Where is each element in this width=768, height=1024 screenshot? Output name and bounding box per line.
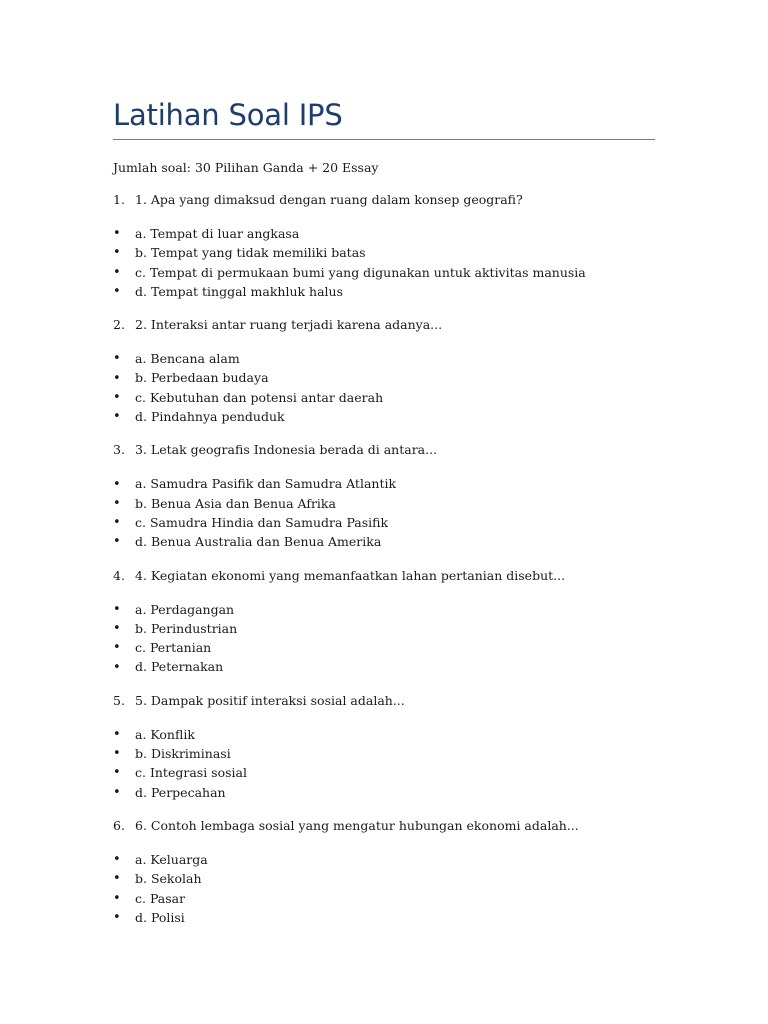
option-item [113, 474, 655, 493]
question-number: 5. [113, 692, 125, 708]
option-text: b. Perindustrian [135, 620, 238, 636]
bullet-icon: • [113, 871, 121, 887]
option-item [113, 657, 655, 676]
bullet-icon: • [113, 765, 121, 781]
question-text: 1. Apa yang dimaksud dengan ruang dalam konsep geografi? [135, 192, 523, 207]
question-1-options [113, 224, 655, 301]
question-count-info: Jumlah soal: 30 Pilihan Ganda + 20 Essay [113, 160, 379, 175]
option-text: c. Pertanian [135, 640, 212, 656]
option-item [113, 744, 655, 763]
bullet-icon: • [113, 659, 121, 675]
bullet-icon: • [113, 640, 121, 656]
option-item [113, 619, 655, 638]
option-text: b. Diskriminasi [135, 746, 231, 762]
option-text: d. Tempat tinggal makhluk halus [135, 283, 344, 299]
question-text: 2. Interaksi antar ruang terjadi karena adanya... [135, 317, 443, 333]
bullet-icon: • [113, 389, 121, 405]
option-text: a. Samudra Pasifik dan Samudra Atlantik [135, 476, 397, 492]
option-text: c. Samudra Hindia dan Samudra Pasifik [135, 514, 389, 530]
option-item [113, 725, 655, 744]
option-text: b. Tempat yang tidak memiliki batas [135, 245, 366, 261]
bullet-icon: • [113, 409, 121, 425]
question-1 [113, 192, 655, 208]
question-4-options [113, 600, 655, 677]
question-number: 6. [113, 817, 125, 833]
question-6 [113, 818, 655, 834]
bullet-icon: • [113, 621, 121, 636]
option-item [113, 513, 655, 532]
option-item [113, 783, 655, 802]
title-underline [113, 139, 655, 140]
bullet-icon: • [113, 515, 121, 531]
bullet-icon: • [113, 245, 121, 261]
option-text: a. Perdagangan [135, 601, 235, 617]
question-number: 4. [113, 567, 125, 583]
option-text: c. Pasar [135, 890, 186, 906]
option-item [113, 388, 655, 407]
question-5 [113, 693, 655, 709]
option-text: b. Perbedaan budaya [135, 370, 269, 386]
question-4 [113, 568, 655, 584]
option-text: c. Tempat di permukaan bumi yang digunakan untuk aktivitas manusia [135, 264, 586, 280]
option-item [113, 869, 655, 888]
bullet-icon: • [113, 476, 121, 492]
question-text: 6. Contoh lembaga sosial yang mengatur hubungan ekonomi adalah... [135, 817, 579, 833]
option-text: d. Pindahnya penduduk [135, 409, 285, 425]
option-item [113, 600, 655, 619]
question-5-options [113, 725, 655, 802]
option-text: d. Benua Australia dan Benua Amerika [135, 534, 382, 550]
question-number: 2. [113, 317, 125, 333]
option-item [113, 224, 655, 243]
option-item [113, 763, 655, 782]
option-text: a. Konflik [135, 726, 195, 742]
question-6-options [113, 850, 655, 927]
option-item [113, 282, 655, 301]
option-text: d. Polisi [135, 909, 185, 925]
option-item [113, 532, 655, 551]
question-text: 3. Letak geografis Indonesia berada di antara... [135, 442, 438, 458]
bullet-icon: • [113, 726, 121, 742]
option-text: a. Bencana alam [135, 351, 240, 367]
bullet-icon: • [113, 890, 121, 906]
option-item [113, 368, 655, 387]
option-item [113, 349, 655, 368]
option-item [113, 494, 655, 513]
bullet-icon: • [113, 264, 121, 280]
bullet-icon: • [113, 351, 121, 367]
bullet-icon: • [113, 495, 121, 511]
option-item [113, 908, 655, 927]
bullet-icon: • [113, 284, 121, 300]
option-text: c. Integrasi sosial [135, 765, 247, 781]
option-text: b. Sekolah [135, 871, 202, 887]
option-item [113, 889, 655, 908]
option-item [113, 638, 655, 657]
question-text: 5. Dampak positif interaksi sosial adalah... [135, 692, 405, 708]
option-item [113, 407, 655, 426]
bullet-icon: • [113, 534, 121, 550]
bullet-icon: • [113, 226, 121, 242]
question-2 [113, 317, 655, 333]
bullet-icon: • [113, 784, 121, 800]
question-text: 4. Kegiatan ekonomi yang memanfaatkan lahan pertanian disebut... [135, 567, 566, 583]
option-text: b. Benua Asia dan Benua Afrika [135, 495, 336, 511]
option-item [113, 263, 655, 282]
question-2-options [113, 349, 655, 426]
bullet-icon: • [113, 370, 121, 386]
bullet-icon: • [113, 601, 121, 617]
option-text: a. Tempat di luar angkasa [135, 226, 300, 241]
bullet-icon: • [113, 746, 121, 762]
document-page [113, 96, 655, 927]
option-text: d. Peternakan [135, 659, 224, 675]
question-number: 3. [113, 442, 125, 458]
option-text: d. Perpecahan [135, 784, 226, 800]
option-text: a. Keluarga [135, 851, 208, 867]
bullet-icon: • [113, 909, 121, 925]
option-text: c. Kebutuhan dan potensi antar daerah [135, 389, 384, 405]
question-number: 1. [113, 192, 125, 207]
question-3 [113, 442, 655, 458]
bullet-icon: • [113, 852, 121, 868]
document-title: Latihan Soal IPS [113, 98, 343, 132]
option-item [113, 243, 655, 262]
question-3-options [113, 474, 655, 551]
option-item [113, 850, 655, 869]
